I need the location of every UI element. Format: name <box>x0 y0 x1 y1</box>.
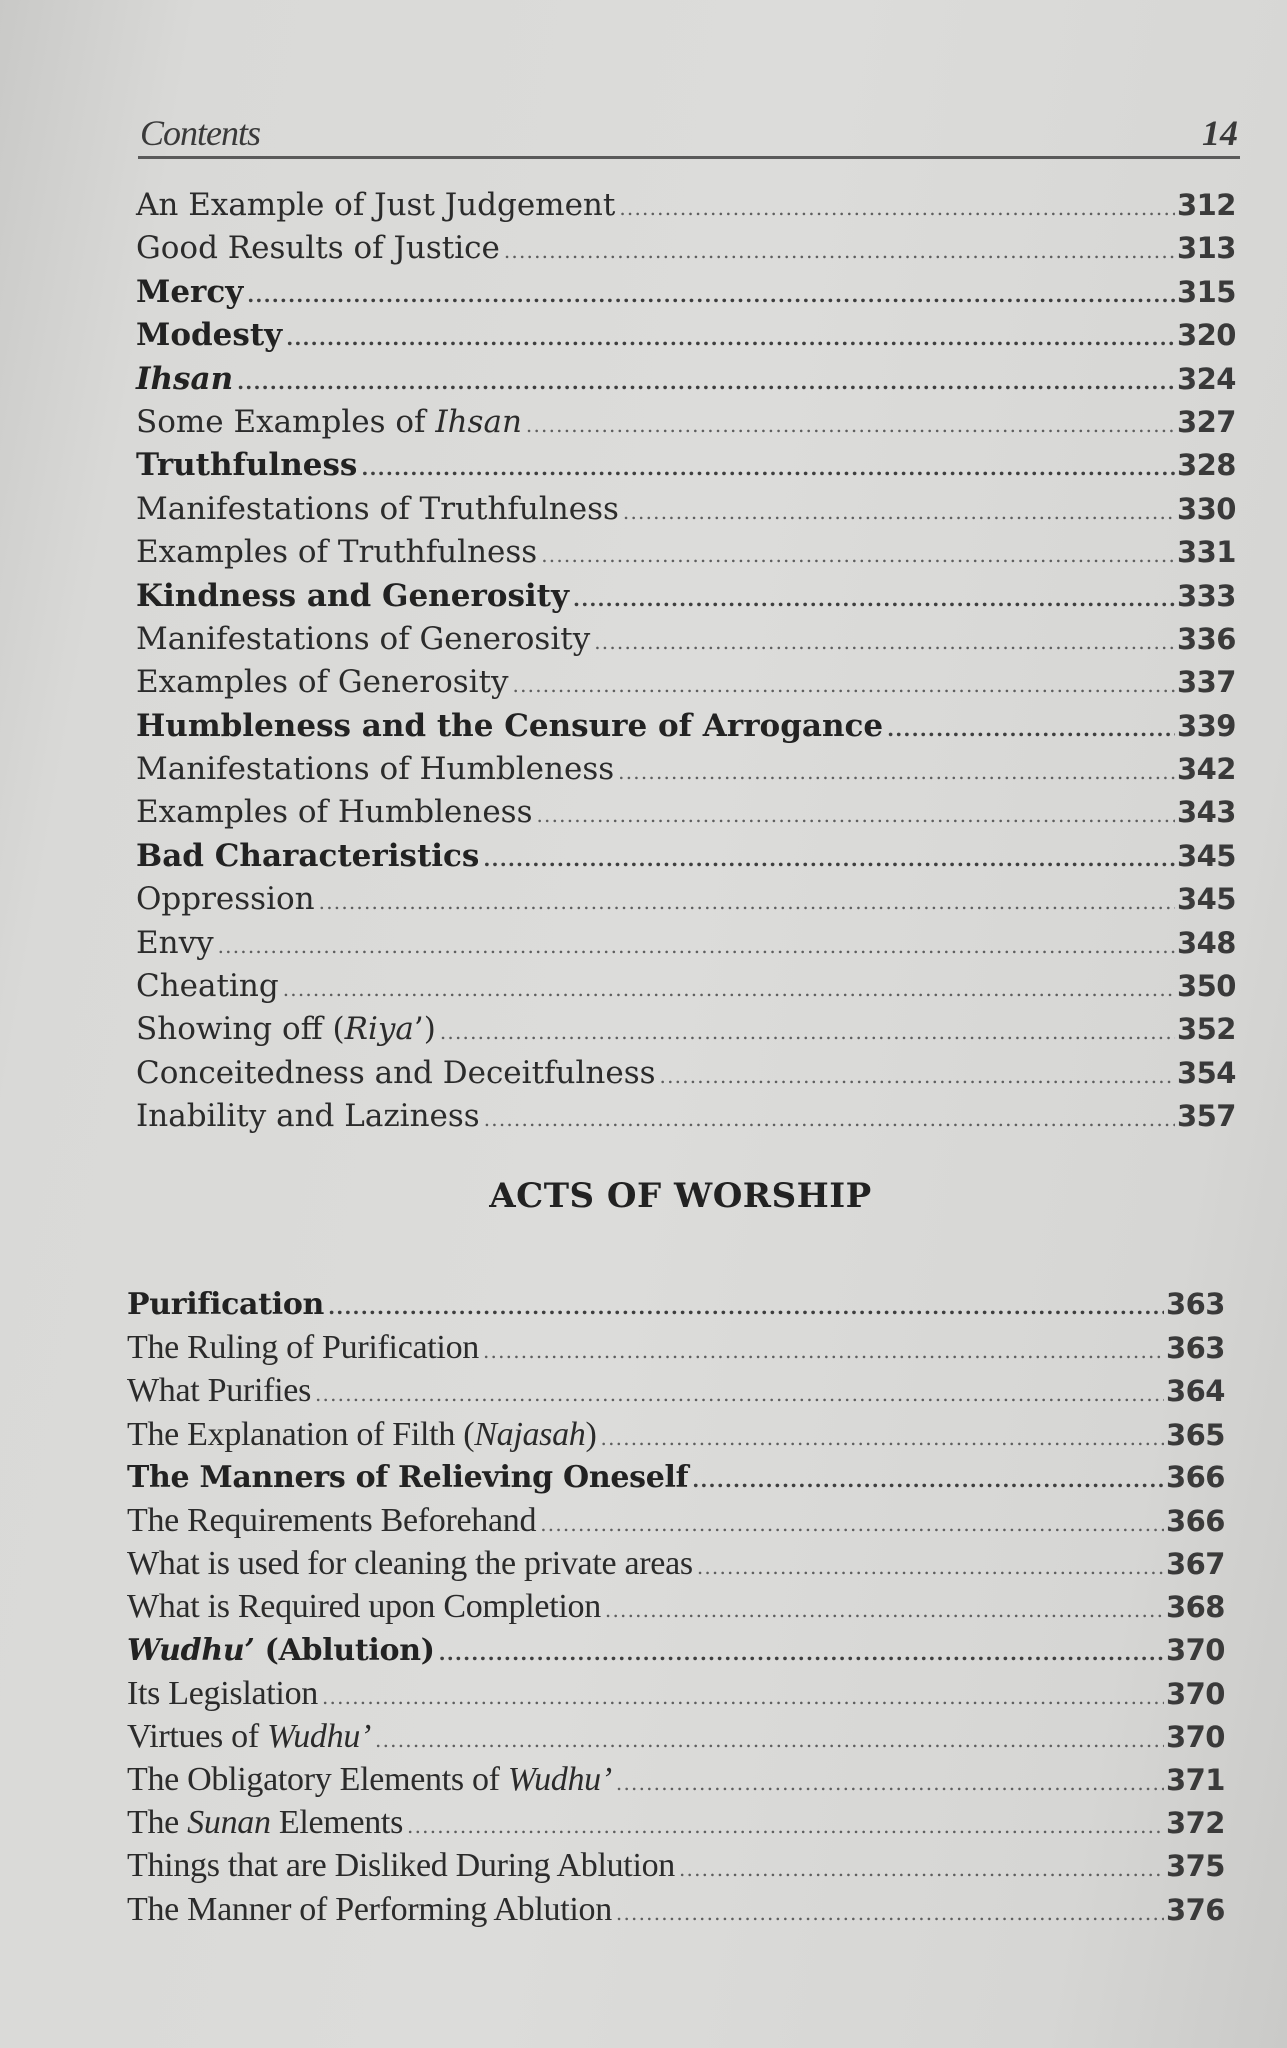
toc-entry <box>136 965 1236 1008</box>
toc-entry-page-number: 315 <box>1176 274 1236 309</box>
toc-entry-title-italic: Wudhu’ <box>507 1761 612 1799</box>
toc-entry <box>136 575 1236 618</box>
dot-leader <box>218 925 1175 968</box>
toc-entry <box>136 878 1236 921</box>
toc-entry-title-text: Truthfulness <box>136 447 358 484</box>
toc-entry-title <box>136 922 214 965</box>
toc-entry-title <box>136 1052 656 1095</box>
toc-entry-title-text: (Ablution) <box>254 1632 435 1668</box>
toc-entry-title <box>136 878 315 921</box>
toc-entry <box>136 791 1236 834</box>
toc-entry-title <box>127 1369 311 1412</box>
toc-entry-title-text: Kindness and Generosity <box>136 577 570 614</box>
toc-entry-page-number: 313 <box>1176 231 1236 266</box>
toc-entry-page-number: 370 <box>1165 1719 1225 1754</box>
toc-entry-title-text: Manifestations of Humbleness <box>136 751 615 788</box>
toc-entry-page-number: 376 <box>1165 1892 1225 1927</box>
dot-leader <box>887 708 1175 751</box>
toc-entry-page-number: 368 <box>1165 1590 1225 1625</box>
toc-entry-page-number: 331 <box>1176 535 1236 570</box>
toc-entry-title-text: Envy <box>136 924 214 961</box>
toc-entry-title-text: What is Required upon Completion <box>127 1588 601 1626</box>
toc-entry-title-text: Virtues of <box>127 1717 268 1755</box>
toc-entry-page-number: 364 <box>1165 1374 1225 1409</box>
dot-leader <box>605 1589 1164 1632</box>
section-heading-text: ACTS OF WORSHIP <box>489 1176 872 1216</box>
toc-entry-page-number: 350 <box>1176 969 1236 1004</box>
toc-entry-title-text: Its Legislation <box>127 1674 318 1712</box>
toc-entry-title <box>127 1715 371 1758</box>
dot-leader <box>540 1503 1164 1546</box>
toc-entry-title-italic: Wudhu’ <box>127 1632 255 1668</box>
toc-entry <box>127 1499 1225 1542</box>
toc-entry-page-number: 366 <box>1165 1459 1225 1494</box>
dot-leader <box>573 578 1175 621</box>
toc-entry-title <box>127 1758 612 1801</box>
toc-list-acts-of-worship <box>127 1283 1225 1931</box>
dot-leader <box>513 664 1175 707</box>
toc-entry-page-number: 330 <box>1176 491 1236 526</box>
toc-entry-page-number: 348 <box>1176 925 1236 960</box>
toc-list-character <box>136 184 1236 1139</box>
toc-entry-title <box>136 835 479 878</box>
toc-entry-title <box>127 1888 612 1931</box>
dot-leader <box>594 621 1175 664</box>
toc-entry <box>136 314 1236 357</box>
toc-entry-title-text: The Manners of Relieving Oneself <box>127 1459 689 1495</box>
toc-entry-title <box>136 1095 480 1138</box>
toc-entry-page-number: 363 <box>1165 1287 1225 1321</box>
toc-entry-title <box>127 1413 597 1456</box>
toc-entry-title <box>127 1844 675 1887</box>
toc-entry <box>136 618 1236 661</box>
dot-leader <box>526 404 1175 447</box>
toc-entry-title <box>136 965 279 1008</box>
toc-entry-page-number: 365 <box>1165 1417 1225 1452</box>
toc-entry <box>136 271 1236 314</box>
toc-entry-title-text: Manifestations of Truthfulness <box>136 490 619 527</box>
toc-entry-title <box>136 661 509 704</box>
dot-leader <box>247 274 1175 317</box>
toc-entry-page-number: 370 <box>1165 1632 1225 1667</box>
toc-entry-page-number: 343 <box>1176 795 1236 830</box>
toc-entry-title-text: Some Examples of <box>136 403 436 440</box>
toc-entry-page-number: 366 <box>1165 1503 1225 1538</box>
toc-entry-title-text: The Ruling of Purification <box>127 1329 479 1367</box>
toc-entry-title <box>136 748 614 791</box>
toc-entry <box>136 444 1236 487</box>
toc-entry <box>136 531 1236 574</box>
dot-leader <box>616 1762 1164 1805</box>
toc-entry <box>127 1801 1225 1844</box>
toc-entry <box>127 1542 1225 1585</box>
toc-entry <box>127 1629 1225 1672</box>
toc-entry-title <box>127 1283 324 1326</box>
toc-entry-title-text: Bad Characteristics <box>136 837 480 874</box>
toc-entry-title-text: What Purifies <box>127 1372 311 1410</box>
dot-leader <box>286 317 1175 360</box>
toc-entry-title-text: ) <box>585 1415 597 1453</box>
toc-entry-title <box>127 1629 435 1672</box>
toc-entry-page-number: 339 <box>1176 708 1236 743</box>
toc-entry-title-text: Examples of Humbleness <box>136 794 533 831</box>
toc-entry-title-text: Ihsan <box>136 360 234 397</box>
toc-entry-title <box>136 271 243 314</box>
toc-entry <box>127 1456 1225 1499</box>
toc-entry-title-text: The Explanation of Filth ( <box>127 1415 475 1453</box>
toc-entry-title-italic: Najasah <box>474 1415 586 1453</box>
toc-entry-title-text: The Manner of Performing Ablution <box>127 1890 612 1928</box>
toc-entry-title <box>127 1585 601 1628</box>
toc-entry-page-number: 367 <box>1165 1547 1225 1582</box>
toc-entry-title-italic: Ihsan <box>435 403 522 440</box>
toc-entry-title-text: Humbleness and the Censure of Arrogance <box>136 707 884 744</box>
toc-entry-title <box>136 531 537 574</box>
toc-entry-title <box>136 401 522 444</box>
dot-leader <box>407 1805 1164 1848</box>
toc-entry-title <box>136 618 590 661</box>
toc-entry-title-italic: Wudhu’ <box>267 1717 372 1755</box>
toc-entry <box>127 1413 1225 1456</box>
toc-entry-title <box>127 1801 403 1844</box>
toc-entry <box>136 1008 1236 1051</box>
dot-leader <box>328 1286 1164 1329</box>
dot-leader <box>322 1676 1164 1719</box>
toc-entry-title-italic: Riya <box>344 1011 414 1048</box>
dot-leader <box>536 794 1174 837</box>
dot-leader <box>504 230 1175 273</box>
toc-entry-page-number: 320 <box>1176 318 1236 353</box>
toc-entry-title <box>136 227 500 270</box>
dot-leader <box>237 361 1175 404</box>
toc-entry-title <box>136 705 883 748</box>
toc-entry-page-number: 352 <box>1176 1012 1236 1047</box>
toc-entry-title <box>136 1008 436 1051</box>
toc-entry <box>136 358 1236 401</box>
toc-entry <box>136 705 1236 748</box>
toc-entry-page-number: 354 <box>1176 1055 1236 1090</box>
dot-leader <box>283 968 1175 1011</box>
section-heading <box>0 1176 1287 1216</box>
toc-entry-title-text: ’) <box>413 1011 436 1048</box>
dot-leader <box>601 1417 1164 1460</box>
toc-entry-page-number: 337 <box>1176 665 1236 700</box>
toc-entry-title-text: Manifestations of Generosity <box>136 620 591 657</box>
toc-entry <box>136 488 1236 531</box>
dot-leader <box>440 1011 1175 1054</box>
running-head <box>138 112 1240 159</box>
toc-entry-title-text: Purification <box>127 1287 325 1322</box>
toc-entry-page-number: 342 <box>1176 752 1236 787</box>
toc-entry-title-text: An Example of Just Judgement <box>136 187 616 223</box>
dot-leader <box>618 751 1175 794</box>
toc-entry-page-number: 372 <box>1165 1806 1225 1841</box>
toc-entry <box>127 1672 1225 1715</box>
toc-entry-title-text: The <box>127 1804 188 1842</box>
toc-entry <box>127 1888 1225 1931</box>
toc-entry <box>127 1326 1225 1369</box>
toc-entry-title <box>136 488 619 531</box>
toc-entry-page-number: 371 <box>1165 1763 1225 1798</box>
dot-leader <box>484 1098 1175 1141</box>
toc-entry-page-number: 345 <box>1176 882 1236 917</box>
dot-leader <box>361 447 1175 490</box>
toc-entry-title <box>136 314 282 357</box>
toc-entry-page-number: 324 <box>1176 361 1236 396</box>
dot-leader <box>692 1459 1164 1502</box>
toc-entry-title-text: Things that are Disliked During Ablution <box>127 1847 675 1885</box>
toc-entry-title <box>127 1326 479 1369</box>
toc-entry-title <box>136 575 569 618</box>
toc-entry <box>136 661 1236 704</box>
toc-entry-title <box>136 184 615 227</box>
dot-leader <box>319 881 1175 924</box>
dot-leader <box>697 1546 1164 1589</box>
toc-entry-title <box>127 1672 318 1715</box>
toc-entry-page-number: 333 <box>1176 578 1236 613</box>
running-head-title: Contents <box>140 113 261 153</box>
toc-entry-title-italic: Sunan <box>187 1804 271 1842</box>
page-number: 14 <box>1202 113 1238 153</box>
dot-leader <box>439 1632 1164 1675</box>
toc-entry <box>127 1369 1225 1412</box>
toc-entry-title-text: Showing off ( <box>136 1011 345 1048</box>
toc-entry-title-text: Modesty <box>136 317 283 354</box>
toc-entry-page-number: 370 <box>1165 1676 1225 1711</box>
toc-entry <box>127 1715 1225 1758</box>
toc-entry-title-text: Elements <box>270 1804 404 1842</box>
toc-entry <box>127 1758 1225 1801</box>
toc-entry-title <box>127 1542 693 1585</box>
toc-entry-page-number: 328 <box>1176 448 1236 483</box>
dot-leader <box>375 1719 1164 1762</box>
toc-entry <box>136 748 1236 791</box>
toc-entry-title-text: Conceitedness and Deceitfulness <box>136 1054 656 1091</box>
toc-entry-title-text: What is used for cleaning the private areas <box>127 1545 693 1583</box>
toc-entry-page-number: 345 <box>1176 838 1236 873</box>
toc-entry-title <box>127 1456 688 1499</box>
toc-entry-title <box>127 1499 536 1542</box>
toc-entry <box>136 1095 1236 1138</box>
toc-entry-title-text: Mercy <box>136 273 244 310</box>
toc-entry <box>136 835 1236 878</box>
toc-entry-title <box>136 444 357 487</box>
toc-entry-page-number: 357 <box>1176 1099 1236 1134</box>
toc-entry-title-text: The Requirements Beforehand <box>127 1501 537 1539</box>
toc-entry-title-text: The Obligatory Elements of <box>127 1761 508 1799</box>
toc-entry <box>136 922 1236 965</box>
toc-entry <box>136 401 1236 444</box>
dot-leader <box>541 534 1175 577</box>
toc-entry-page-number: 336 <box>1176 621 1236 656</box>
toc-entry-title <box>136 358 233 401</box>
toc-entry-page-number: 327 <box>1176 404 1236 439</box>
dot-leader <box>315 1373 1164 1416</box>
toc-entry-title-text: Inability and Laziness <box>136 1098 480 1135</box>
dot-leader <box>623 491 1175 534</box>
dot-leader <box>616 1892 1164 1935</box>
dot-leader <box>483 838 1175 881</box>
toc-entry <box>127 1844 1225 1887</box>
toc-entry-title-text: Examples of Generosity <box>136 664 509 701</box>
toc-entry-title-text: Cheating <box>136 968 279 1005</box>
toc-entry-page-number: 363 <box>1165 1331 1225 1366</box>
toc-entry-title-text: Examples of Truthfulness <box>136 534 538 571</box>
dot-leader <box>483 1330 1164 1373</box>
toc-entry <box>136 227 1236 270</box>
dot-leader <box>660 1055 1175 1098</box>
toc-entry <box>136 1052 1236 1095</box>
toc-entry <box>127 1585 1225 1628</box>
toc-entry-page-number: 312 <box>1176 188 1236 222</box>
dot-leader <box>679 1848 1164 1891</box>
toc-entry-title-text: Oppression <box>136 881 315 918</box>
toc-entry <box>136 184 1236 227</box>
toc-entry-title <box>136 791 532 834</box>
toc-entry-title-text: Good Results of Justice <box>136 230 500 267</box>
dot-leader <box>619 187 1175 230</box>
toc-entry-page-number: 375 <box>1165 1849 1225 1884</box>
toc-entry <box>127 1283 1225 1326</box>
